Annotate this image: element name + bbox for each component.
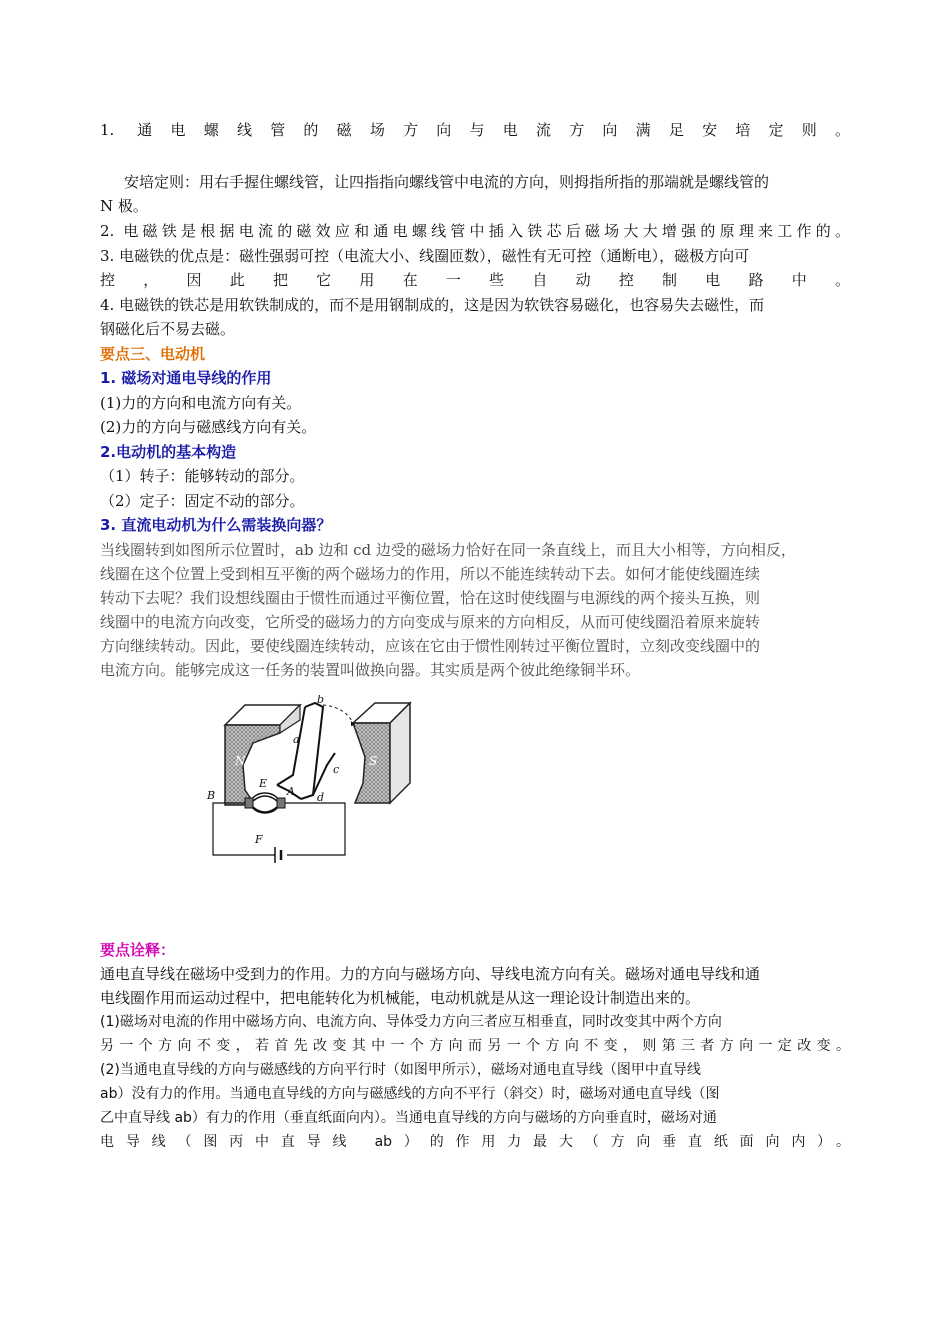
list-item: (1)力的方向和电流方向有关。 xyxy=(100,394,302,412)
paragraph-line: 另一个方向不变，若首先改变其中一个方向而另一个方向不变，则第三者方向一定改变。 xyxy=(100,1038,850,1054)
paragraph-line: 线圈中的电流方向改变，它所受的磁场力的方向变成与原来的方向相反，从而可使线圈沿着原来旋转 xyxy=(100,613,761,631)
right-magnet xyxy=(353,703,410,803)
label-B: B xyxy=(207,789,216,802)
list-item: (2)力的方向与磁感线方向有关。 xyxy=(100,418,317,436)
paragraph-line: 线圈在这个位置上受到相互平衡的两个磁场力的作用，所以不能连续转动下去。如何才能使线圈连续 xyxy=(100,565,761,583)
paragraph-line: 当线圈转到如图所示位置时，ab 边和 cd 边受的磁场力恰好在同一条直线上，而且大小相等，方向相反， xyxy=(100,541,796,559)
svg-text:N: N xyxy=(235,754,246,768)
notes-heading: 要点诠释： xyxy=(100,941,176,959)
commutator-paragraph xyxy=(100,538,850,682)
paragraph-line: 方向继续转动。因此，要使线圈连续转动，应该在它由于惯性刚转过平衡位置时，立刻改变线圈中的 xyxy=(100,637,761,655)
paragraph-line: 转动下去呢？我们设想线圈由于惯性而通过平衡位置，恰在这时使线圈与电源线的两个接头互换，则 xyxy=(100,589,761,607)
paragraph-3-line-1: 3. 电磁铁的优点是：磁性强弱可控（电流大小、线圈匝数），磁性有无可控（通断电），磁极方向可 xyxy=(100,247,750,265)
section-heading-motor: 要点三、电动机 xyxy=(100,345,206,363)
list-item: （2）定子：固定不动的部分。 xyxy=(100,492,305,510)
circuit xyxy=(213,803,345,863)
svg-text:S: S xyxy=(369,754,378,768)
ampere-rule-line: 安培定则：用右手握住螺线管，让四指指向螺线管中电流的方向，则拇指所指的那端就是螺线管的 xyxy=(124,173,770,191)
label-c: c xyxy=(333,763,340,776)
paragraph-line: 通电直导线在磁场中受到力的作用。力的方向与磁场方向、导线电流方向有关。磁场对通电导线和通 xyxy=(100,965,761,983)
paragraph-2: 2. 电磁铁是根据电流的磁效应和通电螺线管中插入铁芯后磁场大大增强的原理来工作的。 xyxy=(100,222,850,240)
list-item: （1）转子：能够转动的部分。 xyxy=(100,467,305,485)
paragraph-1: 1. 通电螺线管的磁场方向与电流方向满足安培定则。 xyxy=(100,121,850,139)
label-F: F xyxy=(255,833,263,846)
paragraph-line: 电线圈作用而运动过程中，把电能转化为机械能，电动机就是从这一理论设计制造出来的。 xyxy=(100,989,701,1007)
label-b: b xyxy=(317,695,325,706)
paragraph-4-line-1: 4. 电磁铁的铁芯是用软铁制成的，而不是用钢制成的，这是因为软铁容易磁化，也容易失去磁性，而 xyxy=(100,296,765,314)
paragraph-line: (1)磁场对电流的作用中磁场方向、电流方向、导体受力方向三者应互相垂直，同时改变其中两个方向 xyxy=(100,1014,722,1030)
notes-paragraph xyxy=(100,962,850,1154)
commutator xyxy=(245,793,285,813)
dc-motor-figure xyxy=(205,695,430,865)
label-a: a xyxy=(293,733,300,746)
label-E: E xyxy=(259,777,268,790)
label-A: A xyxy=(287,785,295,798)
paragraph-line: ab）没有力的作用。当通电直导线的方向与磁感线的方向不平行（斜交）时，磁场对通电直导线（图 xyxy=(100,1086,720,1102)
ampere-rule-line-2: N 极。 xyxy=(100,197,148,215)
paragraph-line: (2)当通电直导线的方向与磁感线的方向平行时（如图甲所示），磁场对通电直导线（图甲中直导线 xyxy=(100,1062,701,1078)
label-d: d xyxy=(317,791,325,804)
paragraph-line: 乙中直导线 ab）有力的作用（垂直纸面向内）。当通电直导线的方向与磁场的方向垂直时，磁场对通 xyxy=(100,1110,717,1126)
subheading-3: 3. 直流电动机为什么需装换向器？ xyxy=(100,516,332,534)
subheading-2: 2.电动机的基本构造 xyxy=(100,443,237,461)
paragraph-3-line-2: 控，因此把它用在一些自动控制电路中。 xyxy=(100,271,850,289)
paragraph-4-line-2: 钢磁化后不易去磁。 xyxy=(100,320,236,338)
subheading-1: 1. 磁场对通电导线的作用 xyxy=(100,369,272,387)
paragraph-line: 电流方向。能够完成这一任务的装置叫做换向器。其实质是两个彼此绝缘铜半环。 xyxy=(100,661,641,679)
paragraph-line: 电导线（图丙中直导线 ab）的作用力最大（方向垂直纸面向内）。 xyxy=(100,1134,850,1150)
